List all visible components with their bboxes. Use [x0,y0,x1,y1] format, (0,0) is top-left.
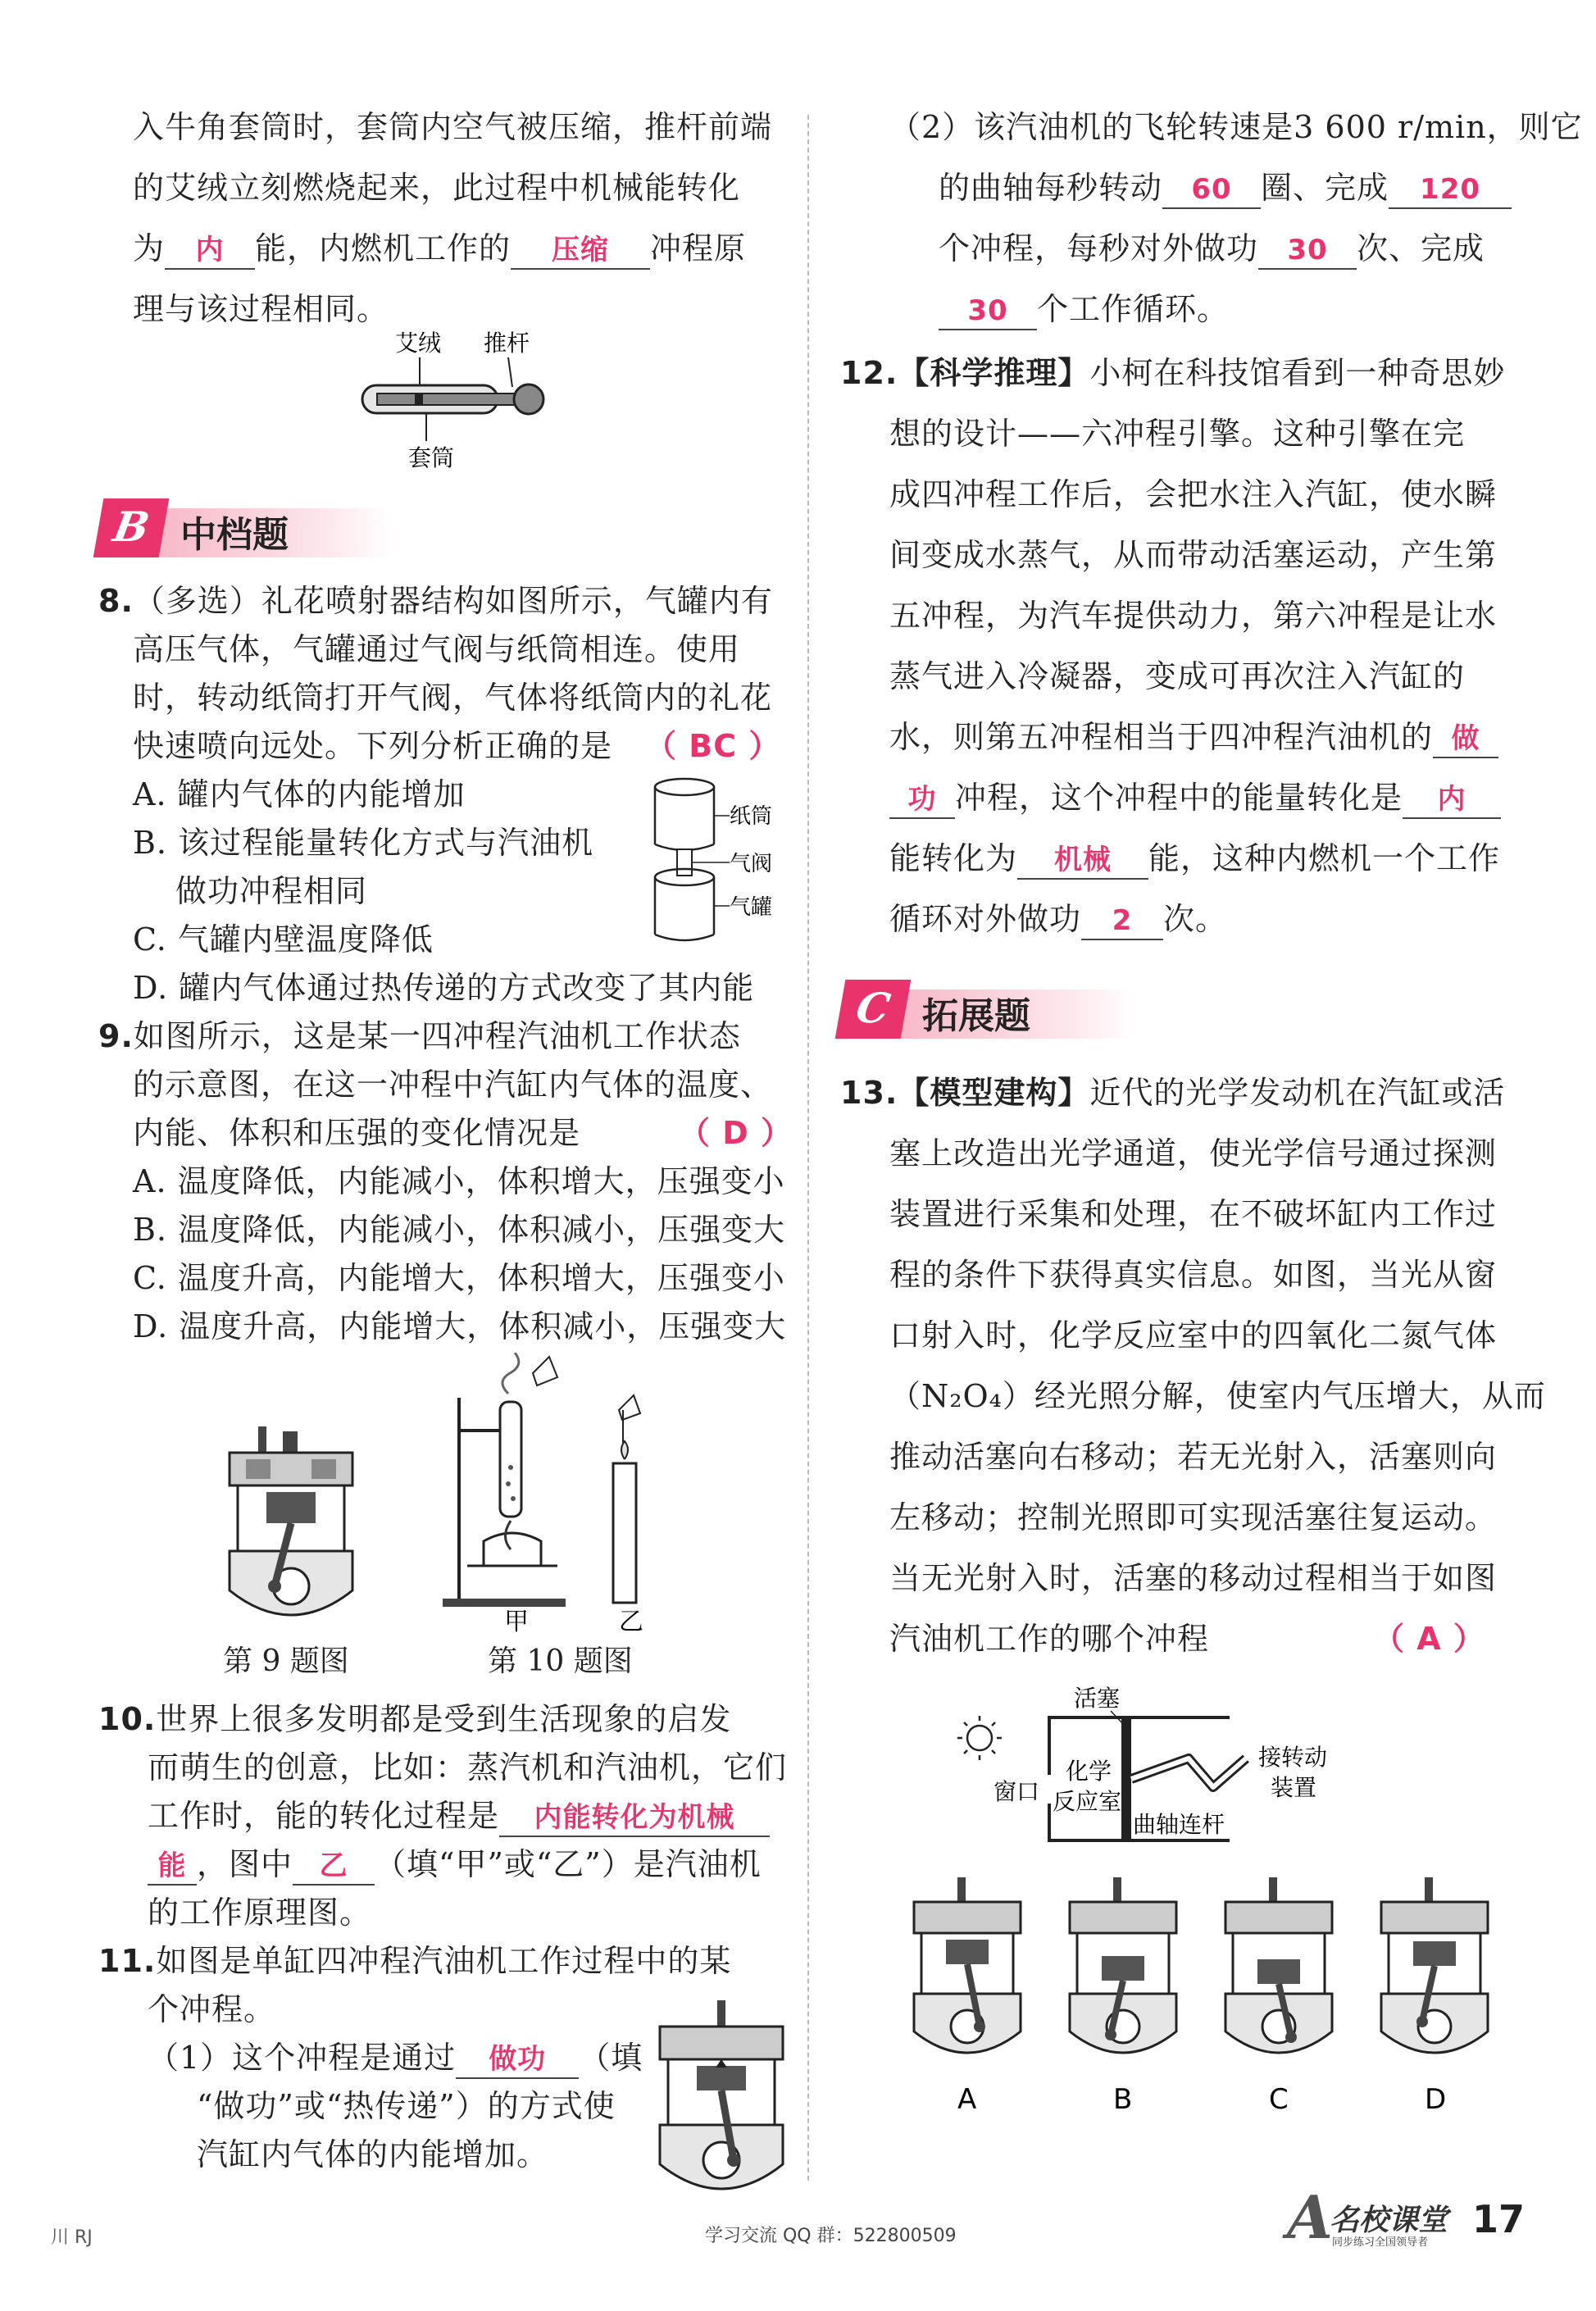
q10-line-5: 的工作原理图。 [148,1895,372,1931]
q12-answer-2: 内 [1403,781,1501,819]
q13-line-1: 13.【模型建构】近代的光学发动机在汽缸或活 [840,1075,1506,1111]
q9-option-c: C. 温度升高，内能增大，体积增大，压强变小 [133,1260,785,1296]
sleeve-figure [344,328,574,471]
q10-line-4: 能 ，图中 乙 （填“甲”或“乙”）是汽油机 [148,1834,762,1895]
q11-sub1-line-3: 汽缸内气体的内能增加。 [197,2136,549,2172]
q9-option-a: A. 温度降低，内能减小，体积增大，压强变小 [133,1163,785,1199]
engine-option-b [1070,1877,1176,2053]
fireworks-launcher-figure [648,771,787,959]
q9-option-b: B. 温度降低，内能减小，体积减小，压强变大 [133,1212,786,1248]
option-label-d: D [1425,2083,1447,2115]
brand-name: 名校课堂 [1330,2204,1448,2237]
intro-line-4: 理与该过程相同。 [133,291,389,327]
label-fanyingshi: 反应室 [1053,1788,1122,1815]
q8-line-4: 快速喷向远处。下列分析正确的是 （ BC ） [133,728,781,764]
option-label-c: C [1269,2083,1289,2115]
option-label-b: B [1113,2083,1133,2115]
q11-answer-4: 30 [1258,232,1357,270]
label-tui: 推杆 [484,330,530,357]
label-qifa: 气阀 [730,852,773,876]
q9-option-d: D. 温度升高，内能增大，体积减小，压强变大 [133,1308,787,1344]
engine-options-figure [910,1877,1525,2115]
q10-answer-1-cont: 能 [148,1848,197,1886]
label-chuangkou: 窗口 [994,1778,1040,1805]
q12-line-8: 功 冲程，这个冲程中的能量转化是 内 [889,767,1501,828]
label-huosai: 活塞 [1074,1685,1121,1712]
label-huaxue: 化学 [1066,1758,1112,1785]
q13-line-10: 汽油机工作的哪个冲程 （ A ） [889,1621,1485,1657]
intro-line-2: 的艾绒立刻燃烧起来，此过程中机械能转化 [133,170,741,206]
q12-answer-1-cont: 功 [889,781,955,819]
q13-answer: （ A ） [1373,1621,1485,1657]
q11-answer-2: 60 [1162,171,1261,209]
q11-sub1-line-1: （1）这个冲程是通过 做功 （填 [148,2027,643,2088]
option-label-a: A [957,2083,977,2115]
q13-line-4: 程的条件下获得真实信息。如图，当光从窗 [889,1257,1498,1293]
label-qiguan: 气罐 [730,895,773,920]
q12-answer-1: 做 [1433,721,1498,758]
intro-answer-1: 内 [165,232,255,270]
q9-line-1: 9.如图所示，这是某一四冲程汽油机工作状态 [98,1018,741,1054]
label-yi: 乙 [619,1608,643,1635]
q13-line-2: 塞上改造出光学通道，使光学信号通过探测 [889,1135,1498,1171]
engine-figure-q11 [652,2000,791,2201]
q12-line-2: 想的设计——六冲程引擎。这种引擎在完 [889,416,1466,452]
q13-line-6: （N₂O₄）经光照分解，使室内气压增大，从而 [889,1378,1546,1414]
q11-line-2: 个冲程。 [148,1991,276,2027]
label-tao: 套筒 [408,444,455,471]
q8-option-c: C. 气罐内壁温度降低 [133,921,434,958]
q11-sub2-line-3: 个冲程，每秒对外做功 30 次、完成 [939,218,1485,279]
brand-tagline: 同步练习全国领导者 [1332,2236,1429,2249]
page-number: 17 [1472,2197,1526,2241]
q10-answer-1: 内能转化为机械 [499,1799,770,1837]
section-b-header [98,498,410,556]
q8-option-b-2: 做功冲程相同 [175,873,368,909]
q8-line-1: 8.（多选）礼花喷射器结构如图所示，气罐内有 [98,583,773,619]
q12-answer-3: 机械 [1017,842,1148,880]
q12-line-5: 五冲程，为汽车提供动力，第六冲程是让水 [889,598,1498,634]
label-ai: 艾绒 [395,330,442,357]
q13-line-3: 装置进行采集和处理，在不破坏缸内工作过 [889,1196,1498,1232]
q12-line-7: 水，则第五冲程相当于四冲程汽油机的 做 [889,707,1498,767]
q9-line-3: 内能、体积和压强的变化情况是 （ D ） [133,1115,793,1151]
q11-sub1-line-2: “做功”或“热传递”）的方式使 [197,2088,616,2124]
label-zhuangzhi: 装置 [1271,1774,1317,1801]
brand-a-mark: A [1287,2182,1333,2252]
engine-option-d [1381,1877,1488,2053]
q10-line-3: 工作时，能的转化过程是 内能转化为机械 [148,1786,770,1846]
q11-answer-1: 做功 [456,2041,579,2079]
q9-line-2: 的示意图，在这一冲程中汽缸内气体的温度、 [133,1067,773,1103]
q11-sub2-line-2: 的曲轴每秒转动 60 圈、完成 120 [939,157,1512,218]
q9-answer: （ D ） [679,1115,793,1151]
q13-line-8: 左移动；控制光照即可实现活塞往复运动。 [889,1499,1498,1535]
q8-option-b-1: B. 该过程能量转化方式与汽油机 [133,825,594,861]
q12-answer-4: 2 [1081,903,1163,940]
q13-line-9: 当无光射入时，活塞的移动过程相当于如图 [889,1560,1498,1596]
caption-fig-9: 第 9 题图 [223,1645,349,1678]
q11-line-1: 11.如图是单缸四冲程汽油机工作过程中的某 [98,1943,732,1979]
q8-line-3: 时，转动纸筒打开气阀，气体将纸筒内的礼花 [133,680,773,716]
q11-answer-5: 30 [939,293,1037,330]
section-b-title: 中档题 [180,514,289,556]
intro-line-3: 为 内 能，内燃机工作的 压缩 冲程原 [133,218,746,279]
q12-line-3: 成四冲程工作后，会把水注入汽缸，使水瞬 [889,476,1498,512]
q13-line-7: 推动活塞向右移动；若无光射入，活塞则向 [889,1439,1498,1475]
caption-fig-10: 第 10 题图 [488,1645,633,1678]
q8-answer: （ BC ） [645,728,781,764]
section-c-title: 拓展题 [922,995,1030,1037]
q8-line-2: 高压气体，气罐通过气阀与纸筒相连。使用 [133,631,741,667]
section-c-badge: C [835,980,912,1039]
intro-line-1: 入牛角套筒时，套筒内空气被压缩，推杆前端 [133,109,773,145]
footer-edition: 川 RJ [51,2227,93,2248]
q13-line-5: 口射入时，化学反应室中的四氧化二氮气体 [889,1317,1498,1353]
q10-line-2: 而萌生的创意，比如：蒸汽机和汽油机，它们 [148,1749,788,1786]
section-c-header [840,980,1152,1037]
q12-tag: 【科学推理】 [898,355,1090,391]
q13-tag: 【模型建构】 [898,1075,1090,1111]
engine-option-a [914,1877,1021,2053]
intro-answer-2: 压缩 [511,232,650,270]
steam-and-candle-figure [434,1353,656,1635]
q11-answer-3: 120 [1389,171,1512,209]
q12-line-4: 间变成水蒸气，从而带动活塞运动，产生第 [889,537,1498,573]
optical-engine-model-figure [951,1676,1377,1857]
section-b-badge: B [93,498,170,557]
engine-figure-q9 [221,1426,361,1627]
q12-line-6: 蒸气进入冷凝器，变成可再次注入汽缸的 [889,658,1466,694]
label-quzhou: 曲轴连杆 [1133,1811,1225,1838]
q12-line-1: 12.【科学推理】小柯在科技馆看到一种奇思妙 [840,355,1506,391]
q8-option-a: A. 罐内气体的内能增加 [133,776,466,812]
column-divider [807,115,809,2181]
label-zhitong: 纸筒 [730,804,773,829]
brand-logo [1287,2182,1451,2252]
label-jiezhuandong: 接转动 [1258,1744,1328,1771]
q11-sub2-line-4: 30 个工作循环。 [939,279,1229,339]
q10-line-1: 10.世界上很多发明都是受到生活现象的启发 [98,1701,732,1737]
engine-option-c [1225,1877,1332,2053]
q10-answer-2: 乙 [293,1848,375,1886]
q12-line-10: 循环对外做功 2 次。 [889,889,1227,949]
label-jia: 甲 [504,1608,529,1635]
sun-icon [967,1726,992,1750]
footer-qq-group: 学习交流 QQ 群：522800509 [705,2226,957,2246]
q11-sub2-line-1: （2）该汽油机的飞轮转速是3 600 r/min，则它 [889,109,1583,145]
q12-line-9: 能转化为 机械 能，这种内燃机一个工作 [889,828,1500,889]
q8-option-d: D. 罐内气体通过热传递的方式改变了其内能 [133,970,755,1006]
